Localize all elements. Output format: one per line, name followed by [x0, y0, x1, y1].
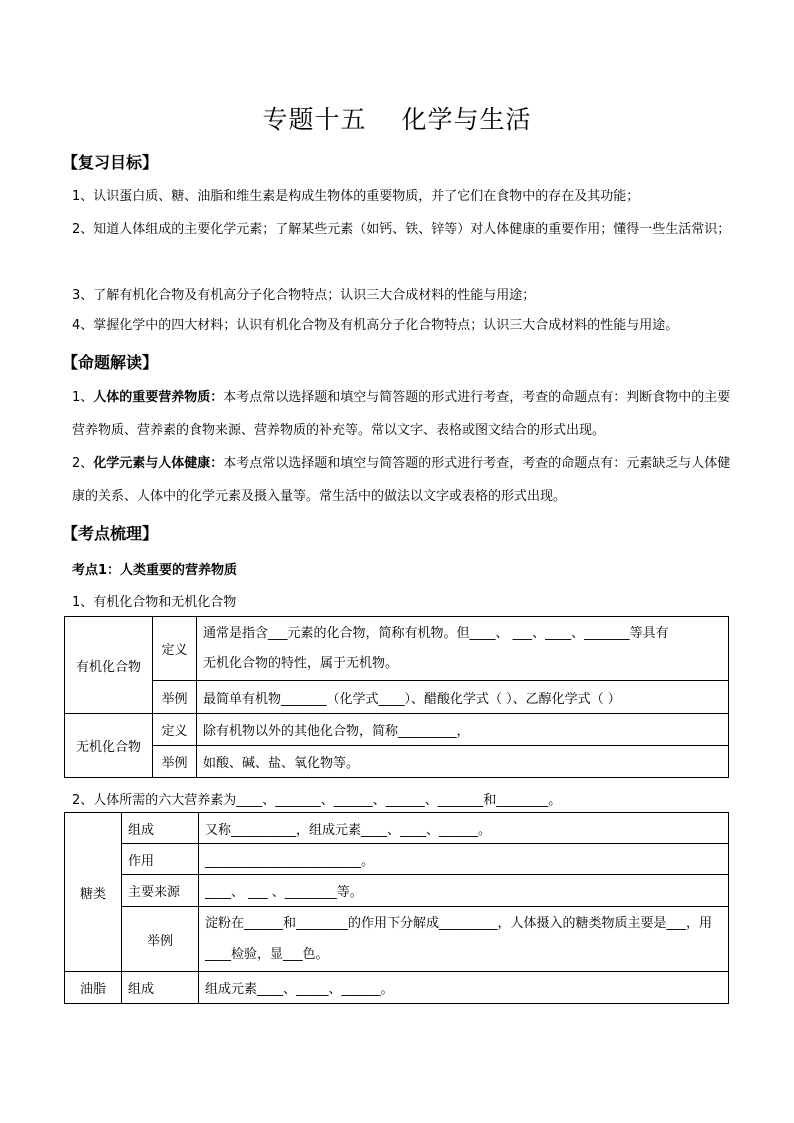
review-goal-2: 2、知道人体组成的主要化学元素；了解某些元素（如钙、铁、锌等）对人体健康的重要作用；懂得一些生活常识；: [72, 222, 731, 237]
fat-row-value: 组成元素____、_____、______。: [199, 972, 729, 1004]
organic-ex-label: 举例: [153, 681, 197, 714]
sugar-row-key: 组成: [122, 813, 199, 844]
interpretation-heading: 【命题解读】: [62, 353, 159, 372]
subsection-2: 2、人体所需的六大营养素为____、_______、______、______、_______和________。: [72, 793, 562, 808]
key-point-1: 考点1：人类重要的营养物质: [72, 563, 238, 578]
item-text: 本考点常以选择题和填空与简答题的形式进行考查，考查的命题点有：元素缺乏与人体健康的关系、人体中的化学元素及摄入量等。常生活中的做法以文字或表格的形式出现。: [72, 456, 731, 504]
fat-label: 油脂: [65, 972, 122, 1004]
fat-row-key: 组成: [122, 972, 199, 1004]
key-points-heading: 【考点梳理】: [62, 524, 159, 543]
nutrient-table: [64, 812, 729, 1004]
review-goal-4: 4、掌握化学中的四大材料；认识有机化合物及有机高分子化合物特点；认识三大合成材料的性能与用途。: [72, 318, 679, 333]
inorganic-def-text: 除有机物以外的其他化合物，简称_________，: [197, 714, 729, 746]
interpretation-item-1: [72, 381, 732, 447]
interpretation-item-2: [72, 447, 732, 513]
compound-table: [64, 616, 729, 778]
item-number: 1、: [72, 390, 94, 405]
organic-def-line-1: 通常是指含___元素的化合物，简称有机物。但____、 ___、____、_______等具有: [203, 625, 669, 641]
sugar-row-value: ________________________。: [199, 844, 729, 875]
inorganic-ex-label: 举例: [153, 746, 197, 778]
inorganic-def-label: 定义: [153, 714, 197, 746]
organic-def-cell: [197, 617, 729, 681]
sugar-row-key: 主要来源: [122, 875, 199, 907]
sugar-row-key: 作用: [122, 844, 199, 875]
sugar-row-key: 举例: [122, 907, 199, 972]
item-bold-title: 化学元素与人体健康：: [93, 456, 224, 471]
inorganic-label: 无机化合物: [65, 714, 153, 778]
item-number: 2、: [72, 456, 94, 471]
organic-def-label: 定义: [153, 617, 197, 681]
organic-label: 有机化合物: [65, 617, 153, 714]
sugar-row-value: 又称__________，组成元素____、____、______。: [199, 813, 729, 844]
organic-def-line-2: 无机化合物的特性，属于无机物。: [203, 655, 399, 671]
page-title: 专题十五 化学与生活: [262, 105, 532, 134]
sugar-row-value: ____、 ___ 、________等。: [199, 875, 729, 907]
inorganic-ex-text: 如酸、碱、盐、氧化物等。: [197, 746, 729, 778]
sugar-row-value: 淀粉在______和________的作用下分解成_________，人体摄入的糖类物质主要是___，用____检验，显___色。: [199, 907, 729, 972]
organic-ex-text: 最简单有机物_______（化学式____）、醋酸化学式（ ）、乙醇化学式（ ）: [197, 681, 729, 714]
subsection-1: 1、有机化合物和无机化合物: [72, 595, 237, 610]
review-goal-3: 3、了解有机化合物及有机高分子化合物特点；认识三大合成材料的性能与用途；: [72, 288, 536, 303]
item-bold-title: 人体的重要营养物质：: [93, 390, 224, 405]
item-text: 本考点常以选择题和填空与简答题的形式进行考查，考查的命题点有：判断食物中的主要营养物质、营养素的食物来源、营养物质的补充等。常以文字、表格或图文结合的形式出现。: [72, 390, 731, 438]
review-goal-1: 1、认识蛋白质、糖、油脂和维生素是构成生物体的重要物质，并了它们在食物中的存在及其功能；: [72, 189, 640, 204]
sugar-label: 糖类: [65, 813, 122, 972]
review-goals-heading: 【复习目标】: [62, 153, 159, 172]
